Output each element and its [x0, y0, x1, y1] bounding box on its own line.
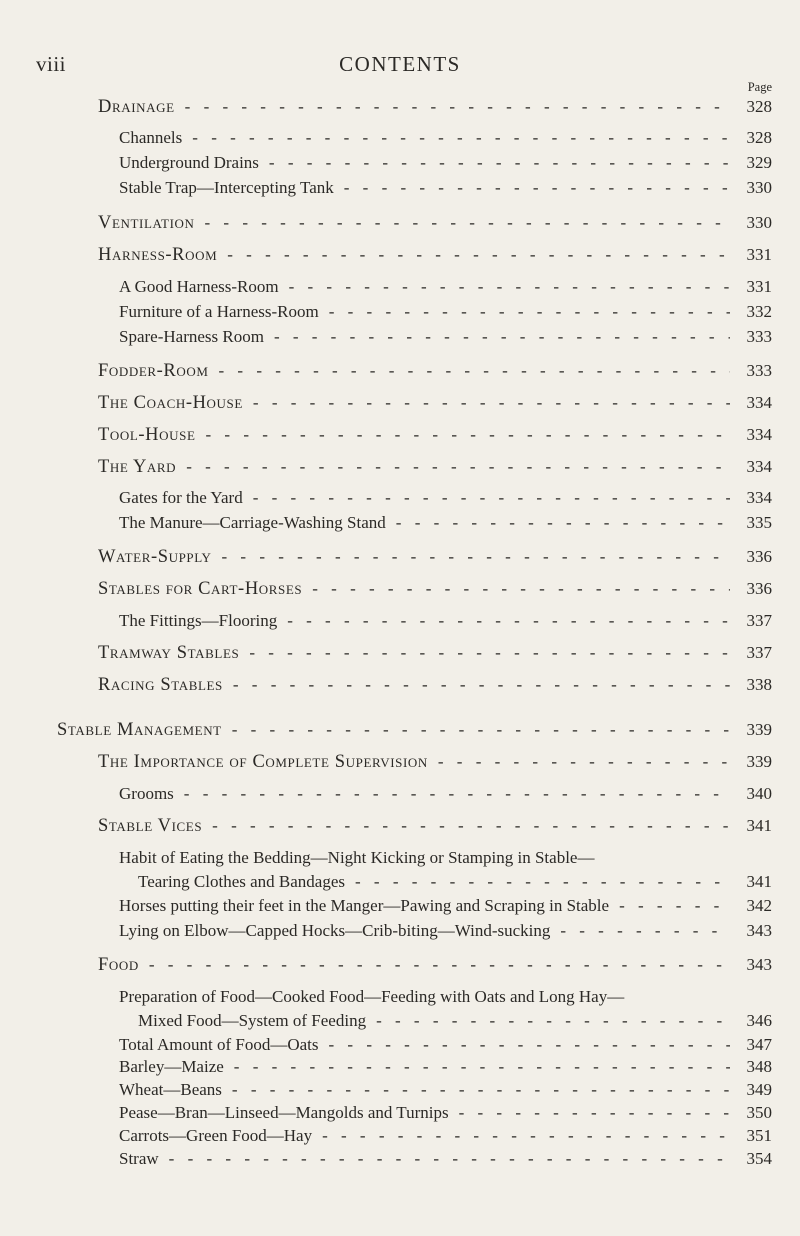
dot-leader	[459, 1103, 730, 1123]
toc-section-heading	[98, 547, 772, 569]
dot-leader	[312, 579, 730, 599]
toc-entry	[119, 1103, 772, 1125]
toc-page-number: 343	[746, 955, 772, 974]
toc-entry-title: Spare-Harness Room	[119, 327, 264, 346]
toc-page-number: 328	[746, 97, 772, 116]
toc-entry-title: Gates for the Yard	[119, 488, 243, 507]
dot-leader	[184, 784, 730, 804]
toc-entry	[119, 302, 772, 324]
dot-leader	[376, 1011, 730, 1031]
dot-leader	[219, 361, 730, 381]
toc-section-heading	[98, 816, 772, 838]
dot-leader	[206, 425, 731, 445]
toc-entry-title: Straw	[119, 1149, 159, 1168]
toc-entry-title: Ventilation	[98, 213, 195, 233]
toc-page-number: 340	[746, 784, 772, 803]
toc-section-heading	[98, 457, 772, 479]
toc-page-number: 351	[746, 1126, 772, 1145]
toc-page-number: 337	[746, 643, 772, 662]
toc-entry	[119, 128, 772, 150]
page-number: viii	[36, 52, 67, 76]
dot-leader	[344, 178, 730, 198]
toc-page-number: 335	[746, 513, 772, 532]
dot-leader	[185, 97, 730, 117]
toc-section-heading	[98, 245, 772, 267]
toc-entry	[119, 1149, 772, 1171]
toc-page-number: 334	[746, 393, 772, 412]
toc-section-heading	[57, 720, 772, 742]
toc-entry-title-line1: Preparation of Food—Cooked Food—Feeding with Oats and Long Hay—	[119, 987, 625, 1006]
dot-leader	[192, 128, 730, 148]
dot-leader	[289, 277, 730, 297]
toc-entry	[119, 1057, 772, 1079]
toc-page-number: 354	[746, 1149, 772, 1168]
toc-section-heading	[98, 579, 772, 601]
toc-entry	[119, 784, 772, 806]
toc-section-heading	[98, 97, 772, 119]
toc-entry-title: Stable Vices	[98, 816, 203, 836]
toc-entry-title: Water-Supply	[98, 547, 212, 567]
toc-entry	[119, 921, 772, 943]
toc-entry-title: Mixed Food—System of Feeding	[138, 1011, 367, 1030]
toc-section-heading	[98, 393, 772, 415]
toc-entry	[119, 488, 772, 510]
toc-page-number: 330	[746, 213, 772, 232]
dot-leader	[560, 921, 730, 941]
dot-leader	[396, 513, 730, 533]
toc-entry-title: Fodder-Room	[98, 361, 209, 381]
toc-entry-title: Underground Drains	[119, 153, 259, 172]
toc-page-number: 334	[746, 457, 772, 476]
toc-entry-title: Racing Stables	[98, 675, 223, 695]
toc-page-number: 343	[746, 921, 772, 940]
toc-entry-title: Food	[98, 955, 139, 975]
dot-leader	[438, 752, 730, 772]
dot-leader	[234, 1057, 730, 1077]
dot-leader	[227, 245, 730, 265]
dot-leader	[205, 213, 731, 233]
toc-page-number: 349	[746, 1080, 772, 1099]
toc-entry-title: Pease—Bran—Linseed—Mangolds and Turnips	[119, 1103, 449, 1122]
page-title: CONTENTS	[339, 52, 461, 76]
toc-page-number: 331	[746, 245, 772, 264]
dot-leader	[274, 327, 730, 347]
toc-entry-title: Furniture of a Harness-Room	[119, 302, 319, 321]
toc-page-number: 336	[746, 579, 772, 598]
dot-leader	[355, 872, 730, 892]
toc-page-number: 347	[746, 1035, 772, 1054]
toc-entry	[119, 611, 772, 633]
toc-entry-title: Tool-House	[98, 425, 196, 445]
toc-entry-title: Total Amount of Food—Oats	[119, 1035, 319, 1054]
toc-page-number: 339	[746, 720, 772, 739]
toc-entry-title: The Manure—Carriage-Washing Stand	[119, 513, 386, 532]
toc-page-number: 342	[746, 896, 772, 915]
dot-leader	[322, 1126, 730, 1146]
toc-page-number: 332	[746, 302, 772, 321]
dot-leader	[329, 302, 730, 322]
toc-page-number: 331	[746, 277, 772, 296]
toc-page-number: 336	[746, 547, 772, 566]
dot-leader	[269, 153, 730, 173]
dot-leader	[287, 611, 730, 631]
toc-entry	[138, 872, 772, 894]
toc-section-heading	[98, 425, 772, 447]
toc-entry	[119, 1126, 772, 1148]
toc-page-number: 339	[746, 752, 772, 771]
toc-page-number: 334	[746, 425, 772, 444]
toc-entry-title: Carrots—Green Food—Hay	[119, 1126, 313, 1145]
toc-entry-title: Grooms	[119, 784, 174, 803]
dot-leader	[232, 720, 730, 740]
toc-entry-title: The Coach-House	[98, 393, 243, 413]
toc-entry-title: A Good Harness-Room	[119, 277, 279, 296]
toc-entry-title: Stable Trap—Intercepting Tank	[119, 178, 334, 197]
toc-section-heading	[98, 675, 772, 697]
toc-entry	[119, 327, 772, 349]
toc-entry	[119, 1080, 772, 1102]
toc-entry	[119, 896, 772, 918]
toc-entry	[138, 1011, 772, 1033]
toc-entry	[119, 178, 772, 200]
toc-entry-title: Stables for Cart-Horses	[98, 579, 303, 599]
toc-entry-title: Tearing Clothes and Bandages	[138, 872, 346, 891]
toc-page-number: 329	[746, 153, 772, 172]
toc-page-number: 328	[746, 128, 772, 147]
page-column-label: Page	[747, 80, 772, 94]
dot-leader	[253, 393, 730, 413]
toc-entry-title: Wheat—Beans	[119, 1080, 222, 1099]
toc-page-number: 350	[746, 1103, 772, 1122]
toc-page-number: 333	[746, 361, 772, 380]
toc-section-heading	[98, 955, 772, 977]
toc-entry-title-line1: Habit of Eating the Bedding—Night Kicking or Stamping in Stable—	[119, 848, 595, 867]
toc-entry	[119, 277, 772, 299]
dot-leader	[222, 547, 731, 567]
dot-leader	[186, 457, 730, 477]
toc-page-number: 334	[746, 488, 772, 507]
toc-page-number: 330	[746, 178, 772, 197]
toc-entry	[119, 1035, 772, 1057]
toc-entry-title: Stable Management	[57, 720, 222, 740]
dot-leader	[232, 1080, 730, 1100]
toc-entry-title: The Yard	[98, 457, 177, 477]
dot-leader	[212, 816, 730, 836]
toc-page-number: 333	[746, 327, 772, 346]
toc-page-number: 341	[746, 872, 772, 891]
dot-leader	[619, 896, 730, 916]
dot-leader	[149, 955, 730, 975]
dot-leader	[253, 488, 730, 508]
toc-entry-title: Drainage	[98, 97, 175, 117]
toc-entry-title: Channels	[119, 128, 183, 147]
toc-entry-title: The Importance of Complete Supervision	[98, 752, 428, 772]
dot-leader	[329, 1035, 730, 1055]
dot-leader	[169, 1149, 730, 1169]
toc-entry	[119, 153, 772, 175]
toc-section-heading	[98, 643, 772, 665]
toc-page-number: 346	[746, 1011, 772, 1030]
toc-page-number: 348	[746, 1057, 772, 1076]
toc-page-number: 337	[746, 611, 772, 630]
dot-leader	[249, 643, 730, 663]
toc-entry-title: Lying on Elbow—Capped Hocks—Crib-biting—Wind-sucking	[119, 921, 551, 940]
toc-page-number: 338	[746, 675, 772, 694]
page-header	[0, 52, 800, 82]
toc-entry-title: The Fittings—Flooring	[119, 611, 278, 630]
toc-entry-title: Tramway Stables	[98, 643, 240, 663]
toc-page-number: 341	[746, 816, 772, 835]
toc-entry-title: Harness-Room	[98, 245, 218, 265]
toc-entry-title: Barley—Maize	[119, 1057, 224, 1076]
toc-entry-title: Horses putting their feet in the Manger—Pawing and Scraping in Stable	[119, 896, 610, 915]
toc-section-heading	[98, 361, 772, 383]
dot-leader	[233, 675, 730, 695]
toc-entry	[119, 513, 772, 535]
toc-section-heading	[98, 213, 772, 235]
toc-section-heading	[98, 752, 772, 774]
